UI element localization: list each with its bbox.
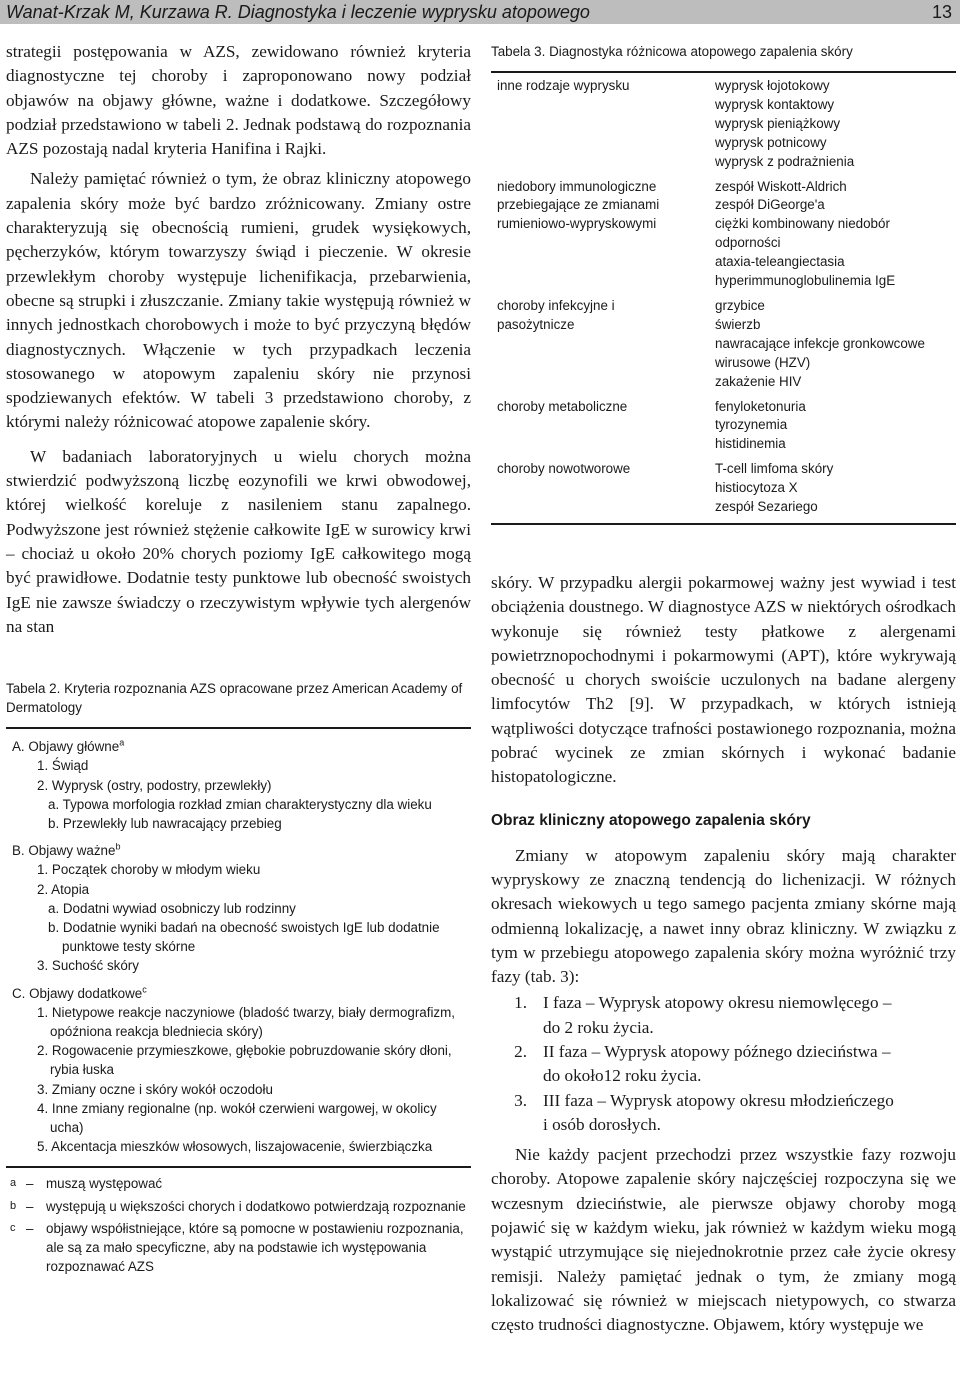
table-cell-item: wyprysk pieniążkowy [715, 115, 841, 131]
table-cell-item: zespół Sezariego [715, 499, 818, 515]
criterion-item: 2. Rogowacenie przymieszkowe, głębokie pobruzdowanie skóry dłoni, rybia łuska [37, 1043, 452, 1078]
list-text [535, 1089, 956, 1138]
right-paragraph-1: skóry. W przypadku alergii pokarmowej ważny jest wywiad i test obciążenia doustnego. W diagnostyce AZS w niektórych ośrodkach wykonuje się również testy płatkowe z alergenami powietrznopochodnymi i pokarmowymi (APT), które wykrywają obecność u chorych swoiście uczulonych na badane alergeny limfocytów Th2 [9]. W przypadkach, w których istnieją wątpliwości dotyczące trafności postawionego rozpoznania, można pobrać wycinek ze zmian skórnych i wykonać badanie histopatologiczne. [491, 572, 956, 787]
criterion-item: 1. Początek choroby w młodym wieku [37, 862, 261, 878]
footnote [6, 1174, 471, 1193]
table-cell-item: zespół Wiskott-Aldrich [715, 178, 847, 194]
table-cell-category: choroby metaboliczne [497, 398, 628, 414]
list-text-line2: do około12 roku życia. [543, 1066, 702, 1086]
criterion-subitem: b. Dodatnie wyniki badań na obecność swoistych IgE lub dodatnie punktowe testy skórne [48, 919, 440, 955]
table-row [491, 297, 956, 392]
section-heading: Obraz kliniczny atopowego zapalenia skóry [491, 811, 811, 829]
criterion-item: 4. Inne zmiany regionalne (np. wokół czerwieni wargowej, w okolicy ucha) [37, 1100, 437, 1135]
table-cell-item: ciężki kombinowany niedobór odporności [715, 216, 890, 251]
table-row [491, 77, 956, 172]
section-label: C. Objawy dodatkowe [12, 985, 143, 1001]
table-cell-item: grzybice [715, 297, 765, 313]
section-sup: c [142, 984, 147, 995]
table-row [491, 460, 956, 517]
left-paragraph-3: W badaniach laboratoryjnych u wielu chorych można stwierdzić podwyższoną liczbę eozynofili we krwi obwodowej, której wielkość koreluje z nasileniem stanu zapalnego. Podwyższone jest również stężenie całkowite IgE w surowicy krwi – chociaż u około 20% chorych poziomy IgE całkowitego mogą być prawidłowe. Dodatnie testy punktowe lub obecność swoistych IgE nie zawsze świadczy o rzeczywistym wpływie tych alergenów na stan [6, 446, 471, 636]
table-3 [491, 42, 956, 525]
table-cell-item: fenyloketonuria [715, 398, 806, 414]
list-text-line1: I faza – Wyprysk atopowy okresu niemowlęcego – [543, 993, 892, 1013]
section-sup: b [115, 841, 121, 852]
table-2-caption: Tabela 2. Kryteria rozpoznania AZS opracowane przez American Academy of Dermatology [6, 681, 463, 716]
right-paragraph-3: Nie każdy pacjent przechodzi przez wszystkie fazy rozwoju choroby. Atopowe zapalenie skóry najczęściej rozpoczyna się we wczesnym dzieciństwie, ale pierwsze objawy choroby mogą pojawić się w każdym wieku, jak również w każdym wieku mogą wystąpić utrzymujące się niejednokrotnie przez całe życie okresy remisji. Należy pamiętać jednak o tym, że zmiany mogą lokalizować się również w miejscach nietypowych, co stwarza często trudności diagnostyczne. Objawem, który występuje we [491, 1145, 956, 1335]
table-cell-item: zespół DiGeorge'a [715, 197, 825, 213]
table-2-section-a [6, 737, 471, 756]
list-item [491, 991, 956, 1040]
table-cell-item: wirusowe (HZV) [715, 354, 811, 370]
list-text-line1: II faza – Wyprysk atopowy późnego dzieciństwa – [543, 1041, 891, 1061]
criterion-subitem: a. Dodatni wywiad osobniczy lub rodzinny [48, 900, 296, 916]
table-2-section-b [6, 841, 471, 860]
section-label: A. Objawy główne [12, 739, 120, 755]
table-2-section-c [6, 984, 471, 1003]
criterion-item: 2. Wyprysk (ostry, podostry, przewlekły) [37, 777, 272, 793]
right-column [491, 40, 956, 1338]
phase-list [491, 991, 956, 1137]
criterion-item: 3. Suchość skóry [37, 958, 139, 974]
footnote-dash: – [26, 1176, 34, 1192]
right-paragraph-2: Zmiany w atopowym zapaleniu skóry mają charakter wypryskowy ze znaczną tendencją do lichenizacji. W różnych okresach wiekowych u tego samego pacjenta zmiany skórne mają odmienną lokalizację, a nawet inny obraz kliniczny. W związku z tym w przebiegu atopowego zapalenia skóry można wyróżnić trzy fazy (tab. 3): [491, 845, 956, 987]
table-2 [6, 679, 471, 1276]
footnote-text: występują u większości chorych i dodatkowo potwierdzają rozpoznanie [46, 1198, 466, 1214]
footnote [6, 1219, 471, 1277]
table-3-rule-bottom [491, 523, 956, 525]
footnote-dash: – [26, 1220, 34, 1236]
table-cell-item: wyprysk kontaktowy [715, 96, 835, 112]
table-cell-item: histiocytoza X [715, 480, 798, 496]
criterion-item: 1. Świąd [37, 758, 89, 774]
table-cell-items [701, 297, 956, 392]
criterion-item: 1. Nietypowe reakcje naczyniowe (bladość twarzy, biały dermografizm, opóźniona reakcja bledniecia skóry) [37, 1004, 456, 1039]
section-label: B. Objawy ważne [12, 843, 116, 859]
list-text-line2: i osób dorosłych. [543, 1114, 661, 1134]
page-number: 13 [931, 2, 952, 22]
footnote-dash: – [26, 1198, 34, 1214]
criterion-subitem: a. Typowa morfologia rozkład zmian charakterystyczny dla wieku [48, 796, 432, 812]
criterion-item: 2. Atopia [37, 881, 90, 897]
criterion-item: 3. Zmiany oczne i skóry wokół oczodołu [37, 1081, 273, 1097]
table-cell-items [701, 460, 956, 517]
list-item [491, 1089, 956, 1138]
list-number: 1. [514, 993, 527, 1013]
criterion-subitem: b. Przewlekły lub nawracający przebieg [48, 815, 282, 831]
table-2-rule-bottom [6, 1166, 471, 1168]
left-column [6, 40, 471, 1276]
table-cell-item: wyprysk potnicowy [715, 134, 827, 150]
section-sup: a [119, 737, 125, 748]
table-cell-item: świerzb [715, 316, 761, 332]
table-2-rule [6, 727, 471, 729]
table-row [491, 178, 956, 291]
table-cell-item: wyprysk z podrażnienia [715, 153, 855, 169]
list-text-line2: do 2 roku życia. [543, 1017, 654, 1037]
table-cell-item: zakażenie HIV [715, 373, 802, 389]
list-text-line1: III faza – Wyprysk atopowy okresu młodzieńczego [543, 1090, 894, 1110]
footnote [6, 1197, 471, 1216]
table-cell-item: tyrozynemia [715, 417, 788, 433]
list-text [535, 991, 956, 1040]
table-cell-item: hyperimmunoglobulinemia IgE [715, 273, 896, 289]
footnote-mark: a [10, 1177, 17, 1190]
footnote-mark: c [10, 1221, 16, 1234]
table-3-caption: Tabela 3. Diagnostyka różnicowa atopowego zapalenia skóry [491, 44, 853, 59]
table-3-rule [491, 71, 956, 73]
header-title: Wanat-Krzak M, Kurzawa R. Diagnostyka i leczenie wyprysku atopowego [6, 2, 590, 22]
footnote-mark: b [10, 1199, 17, 1212]
left-paragraph-1: strategii postępowania w AZS, zewidowano również kryteria diagnostyczne tej choroby i zaproponowano nowy podział objawów na objawy główne, ważne i dodatkowe. Szczegółowy podział przedstawiono w tabeli 2. Jednak podstawą do rozpoznania AZS pozostają nadal kryteria Hanifina i Rajki. [6, 42, 471, 159]
table-cell-category: choroby nowotworowe [497, 461, 631, 477]
table-cell-category: inne rodzaje wyprysku [497, 78, 630, 93]
table-row [491, 398, 956, 455]
table-cell-item: histidinemia [715, 436, 786, 452]
list-number: 3. [514, 1090, 527, 1110]
list-item [491, 1040, 956, 1089]
table-cell-item: ataxia-teleangiectasia [715, 254, 845, 270]
list-text [535, 1040, 956, 1089]
table-cell-item: T-cell limfoma skóry [715, 461, 834, 477]
table-2-body [6, 737, 471, 1156]
table-cell-category: choroby infekcyjne i pasożytnicze [497, 297, 615, 332]
table-cell-category: niedobory immunologiczne przebiegające ze zmianami rumieniowo-wypryskowymi [497, 178, 660, 232]
left-paragraph-2: Należy pamiętać również o tym, że obraz kliniczny atopowego zapalenia skóry może być bardzo zróżnicowany. Zmiany ostre charakteryzują się obecnością rumieni, grudek wysiękowych, pęcherzyków, którym towarzyszy świąd i pieczenie. W okresie przewlekłym choroby występuje lichenifikacja, przebarwienia, obecne są strupki i złuszczanie. Zmiany takie występują również w innych jednostkach chorobowych i może to być przyczyną błędów diagnostycznych. Włączenie w tych przypadkach leczenia stosowanego w atopowym zapaleniu skóry nie przynosi spodziewanych efektów. W tabeli 3 przedstawiono choroby, z którymi należy różnicować atopowe zapalenie skóry. [6, 169, 471, 432]
table-3-body [491, 77, 956, 517]
footnote-text: muszą występować [46, 1176, 163, 1192]
footnote-text: objawy współistniejące, które są pomocne w postawieniu rozpoznania, ale są za mało specyficzne, aby na podstawie ich występowania rozpoznawać AZS [46, 1220, 464, 1275]
table-cell-items [701, 398, 956, 455]
running-header [0, 0, 960, 24]
table-cell-items [701, 77, 956, 172]
list-number: 2. [514, 1041, 527, 1061]
table-cell-item: nawracające infekcje gronkowcowe [715, 335, 925, 351]
table-cell-item: wyprysk łojotokowy [715, 78, 830, 93]
table-cell-items [701, 178, 956, 291]
criterion-item: 5. Akcentacja mieszków włosowych, liszajowacenie, świerzbiączka [37, 1139, 433, 1155]
